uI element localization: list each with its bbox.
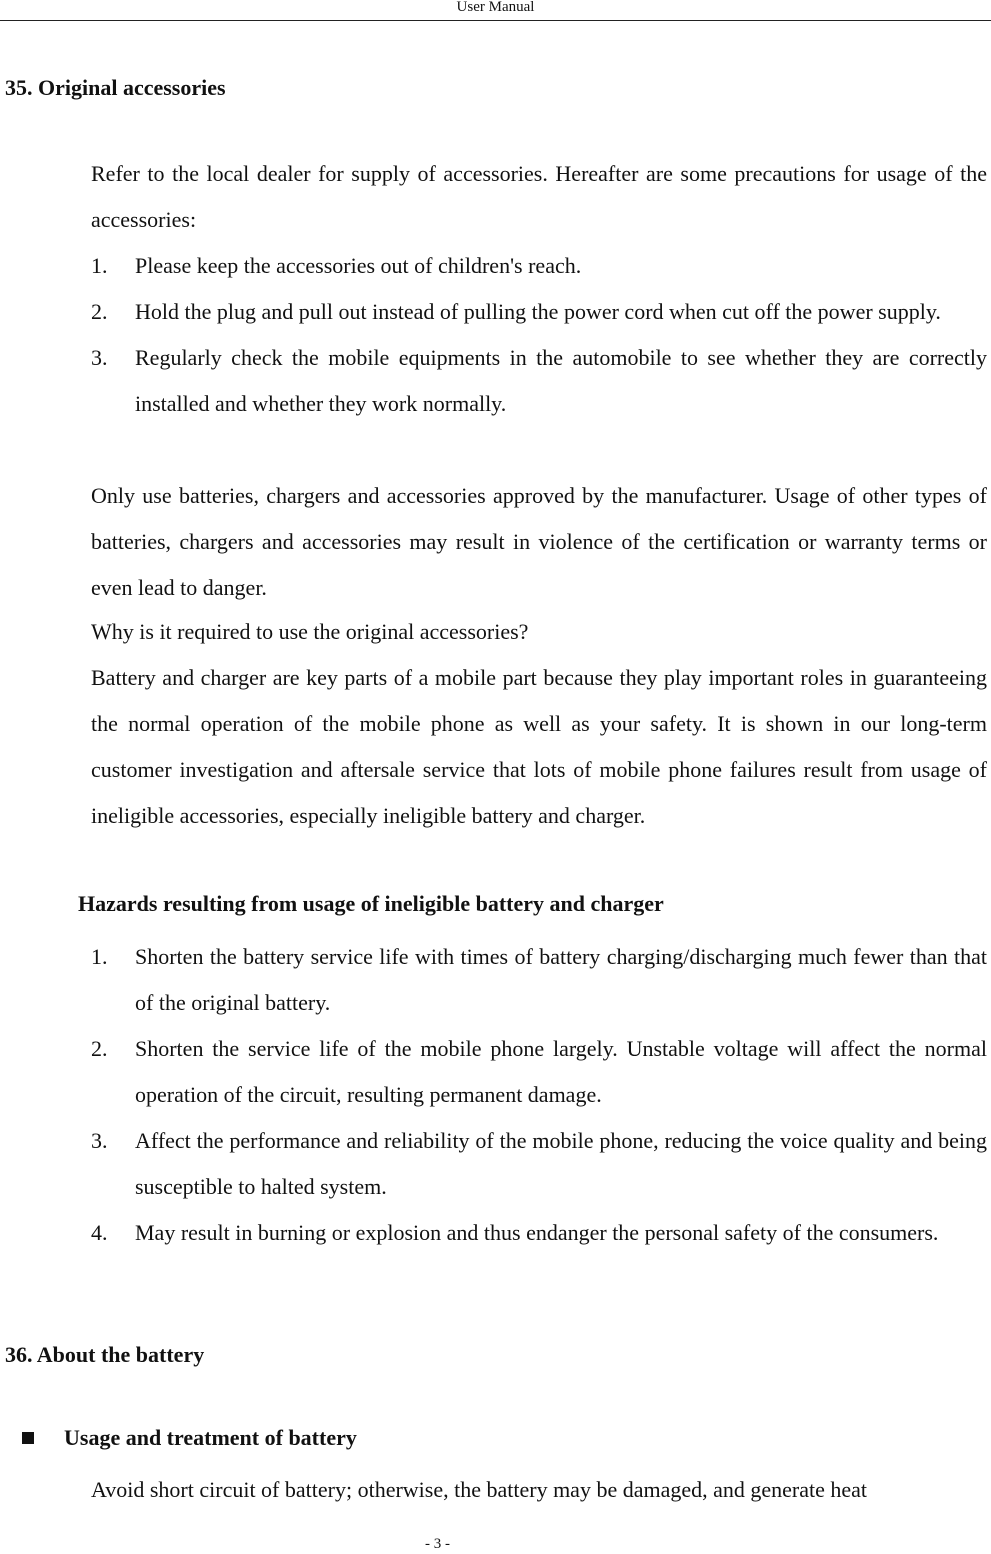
header-title: User Manual: [456, 0, 535, 15]
hazards-list: [91, 934, 987, 1256]
list-number: 4.: [91, 1220, 108, 1245]
list-number: 2.: [91, 299, 108, 324]
precautions-list: [91, 243, 987, 427]
square-bullet-icon: [22, 1432, 34, 1444]
section-36-title: 36. About the battery: [5, 1342, 205, 1367]
list-item: [91, 335, 987, 427]
battery-text: Avoid short circuit of battery; otherwise, the battery may be damaged, and generate heat: [91, 1477, 868, 1502]
page-header: [0, 0, 991, 21]
list-item: [91, 1026, 987, 1118]
list-text: May result in burning or explosion and thus endanger the personal safety of the consumers.: [135, 1220, 939, 1245]
list-number: 2.: [91, 1036, 108, 1061]
list-item: [91, 243, 987, 289]
why-question: Why is it required to use the original accessories?: [91, 619, 529, 644]
section-35-intro: Refer to the local dealer for supply of accessories. Hereafter are some precautions for usage of the accessories:: [91, 161, 987, 232]
why-answer-paragraph: Battery and charger are key parts of a mobile part because they play important roles in guaranteeing the normal operation of the mobile phone as well as your safety. It is shown in our long-term customer investigation and aftersale service that lots of mobile phone failures result from usage of ineligible accessories, especially ineligible battery and charger.: [91, 665, 987, 828]
bullet-heading-text: Usage and treatment of battery: [64, 1425, 357, 1450]
list-text: Shorten the battery service life with times of battery charging/discharging much fewer than that of the original battery.: [135, 944, 987, 1015]
page-number: - 3 -: [425, 1536, 450, 1552]
list-number: 3.: [91, 345, 108, 370]
list-item: [91, 934, 987, 1026]
list-text: Regularly check the mobile equipments in the automobile to see whether they are correctly installed and whether they work normally.: [135, 345, 987, 416]
list-text: Affect the performance and reliability of the mobile phone, reducing the voice quality and being susceptible to halted system.: [135, 1128, 987, 1199]
hazards-title: Hazards resulting from usage of ineligible battery and charger: [78, 891, 664, 916]
list-text: Hold the plug and pull out instead of pulling the power cord when cut off the power supply.: [135, 299, 941, 324]
list-number: 3.: [91, 1128, 108, 1153]
list-item: [91, 1118, 987, 1210]
list-number: 1.: [91, 944, 108, 969]
list-text: Shorten the service life of the mobile phone largely. Unstable voltage will affect the normal operation of the circuit, resulting permanent damage.: [135, 1036, 987, 1107]
section-35-title: 35. Original accessories: [5, 75, 226, 100]
list-item: [91, 289, 987, 335]
bullet-heading: [22, 1424, 357, 1452]
only-use-paragraph: Only use batteries, chargers and accessories approved by the manufacturer. Usage of other types of batteries, chargers and accessories may result in violence of the certification or warranty terms or even lead to danger.: [91, 483, 987, 600]
list-item: [91, 1210, 987, 1256]
list-number: 1.: [91, 253, 108, 278]
list-text: Please keep the accessories out of children's reach.: [135, 253, 582, 278]
